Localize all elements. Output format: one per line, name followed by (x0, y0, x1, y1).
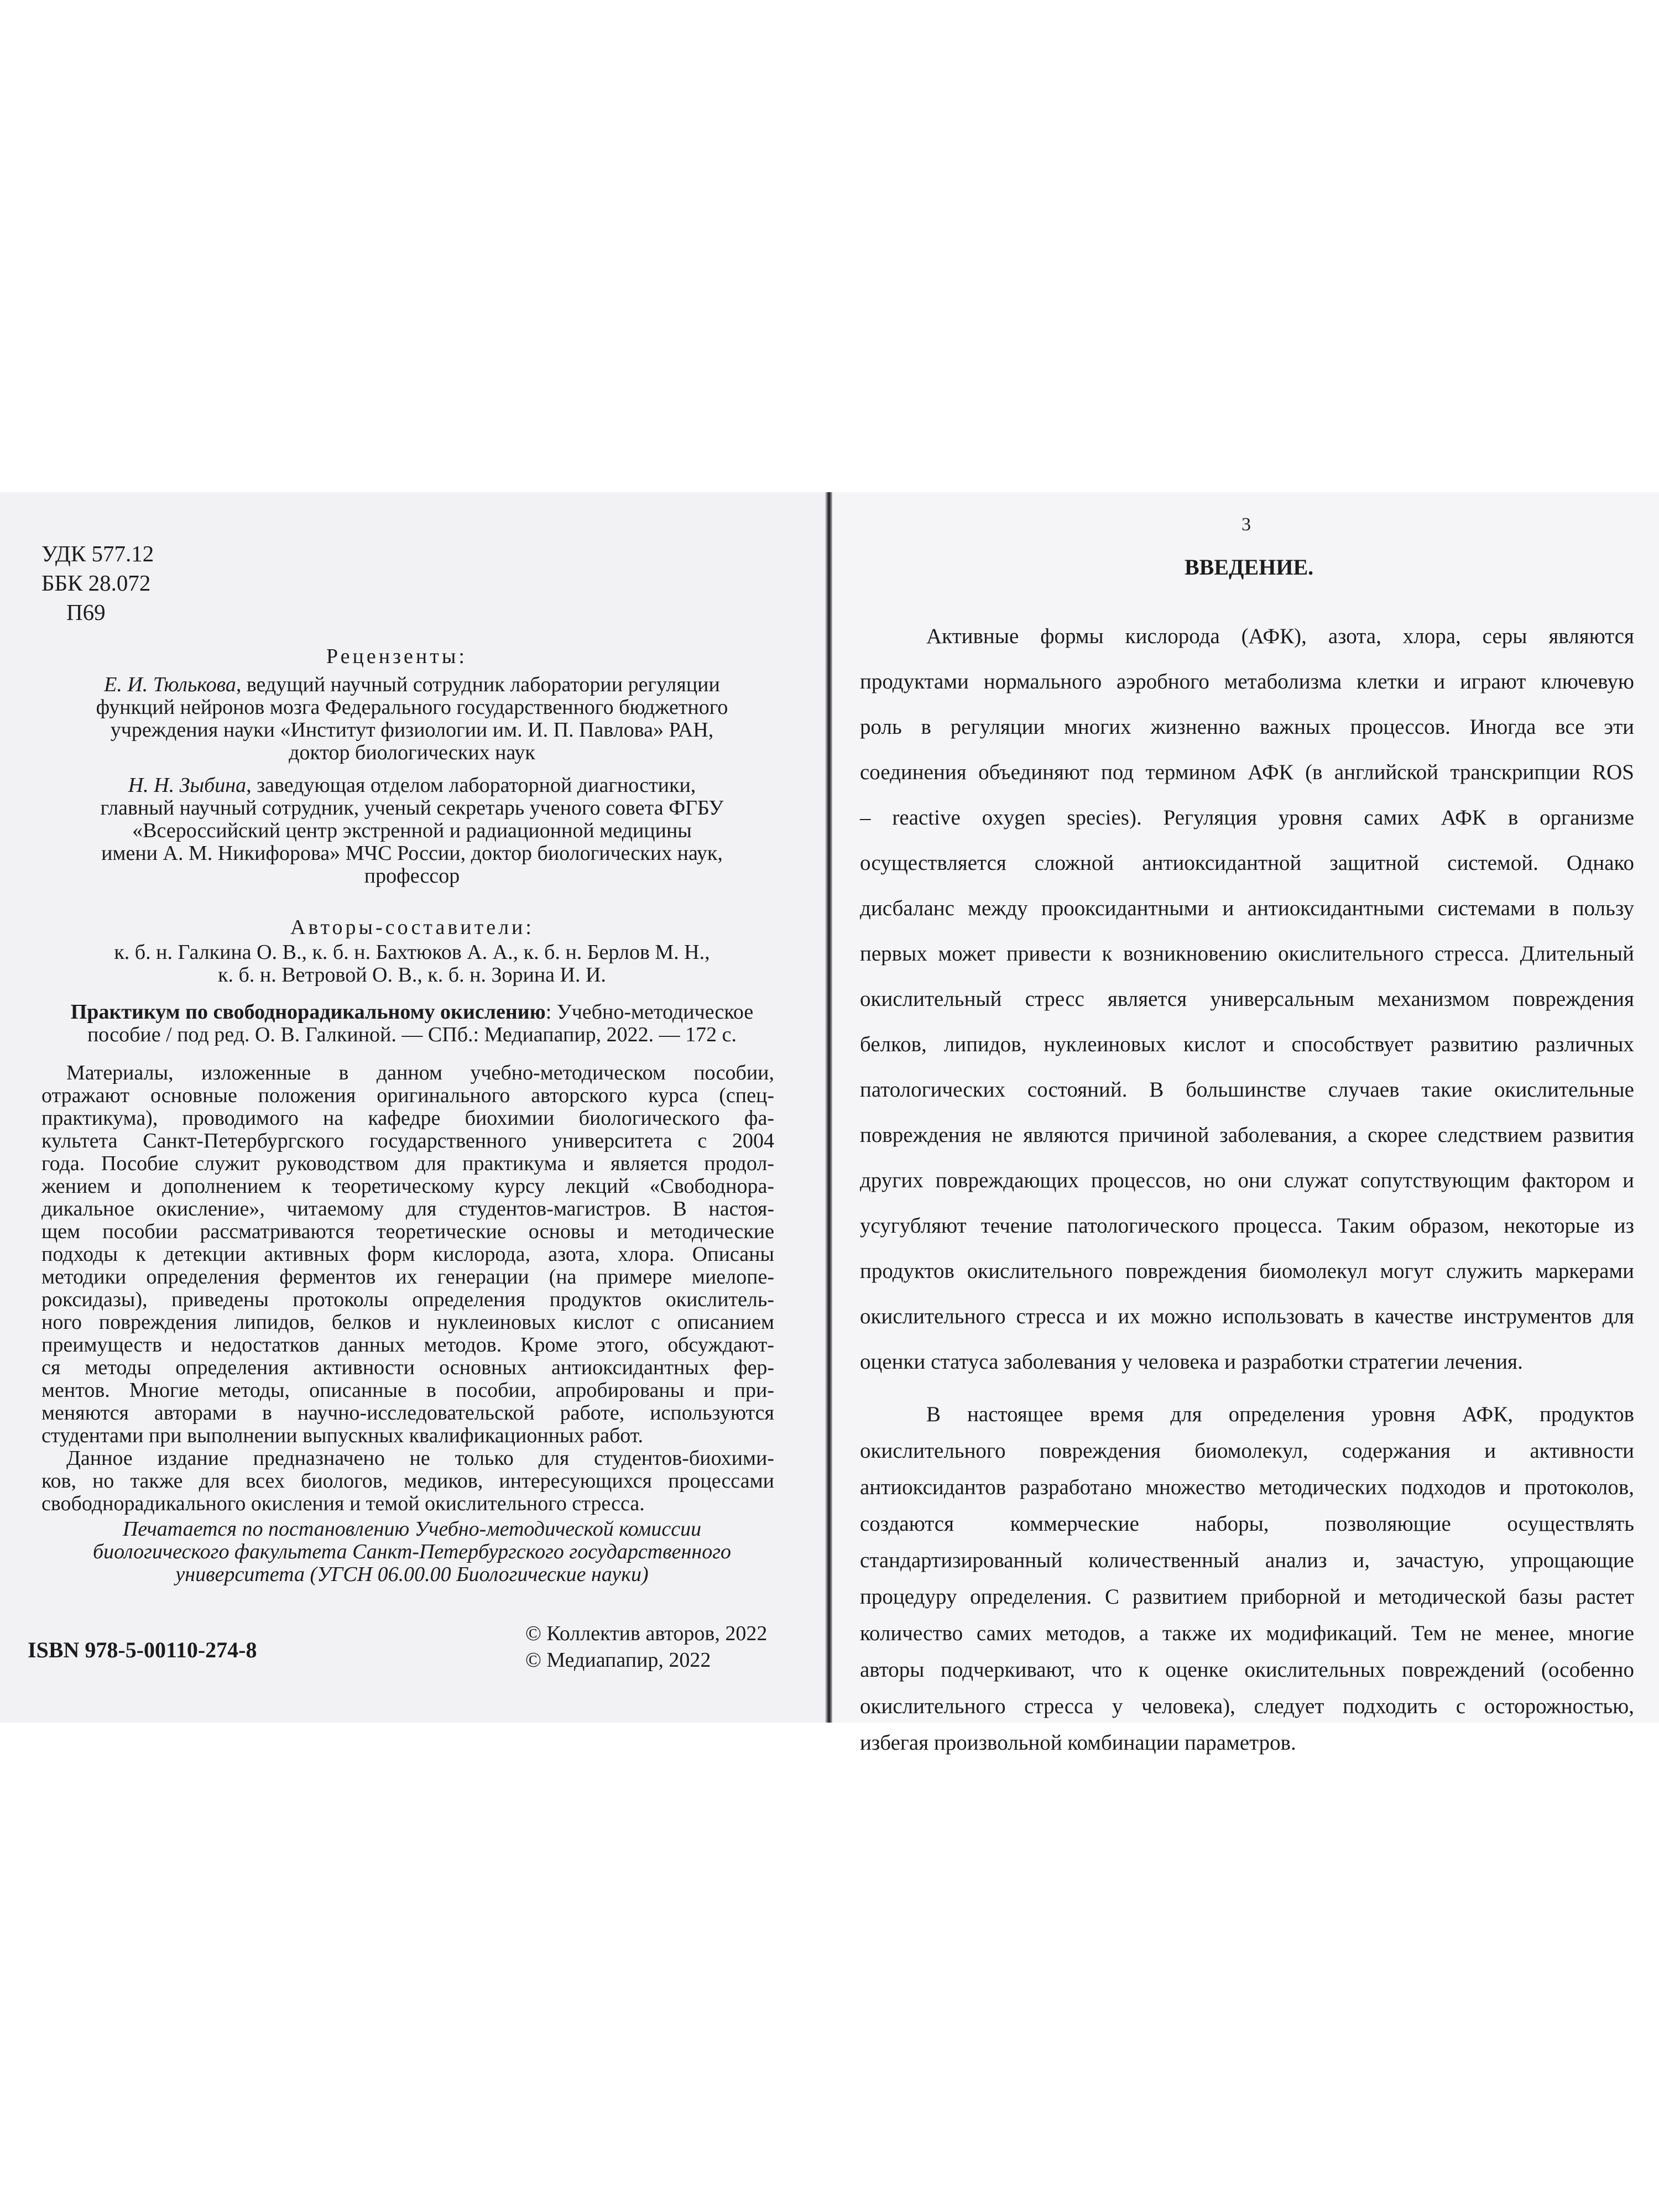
abstract-line: практикума), проводимого на кафедре биохимии биологического фа- (41, 1107, 774, 1130)
abstract-line: ся методы определения активности основных антиоксидантных фер- (41, 1356, 774, 1379)
abstract-line: отражают основные положения оригинального авторского курса (спец- (41, 1084, 774, 1107)
author-mark: П69 (66, 599, 106, 625)
paragraph-line: окислительного стресса и их можно использовать в качестве инструментов для (860, 1305, 1634, 1328)
classification-codes (41, 539, 154, 627)
left-page (0, 492, 827, 1723)
isbn: ISBN 978-5-00110-274-8 (28, 1637, 257, 1662)
reviewer-2-line: «Всероссийский центр экстренной и радиационной медицины (132, 819, 692, 842)
abstract-line: методики определения ферментов их генерации (на примере миелопе- (41, 1265, 774, 1288)
abstract-line: ного повреждения липидов, белков и нуклеиновых кислот с описанием (41, 1311, 774, 1334)
paragraph-line: антиоксидантов разработано множество методических подходов и протоколов, (860, 1475, 1634, 1499)
publication-note-line: университета (УГСН 06.00.00 Биологические науки) (175, 1563, 649, 1586)
paragraph-line: первых может привести к возникновению окислительного стресса. Длительный (860, 942, 1634, 966)
abstract-line: Данное издание предназначено не только для студентов-биохими- (66, 1447, 774, 1470)
paragraph-line: окислительный стресс является универсальным механизмом повреждения (860, 987, 1634, 1011)
reviewer-1 (47, 674, 777, 764)
book-spread (0, 492, 1659, 1755)
paragraph-line: патологических состояний. В большинстве случаев такие окислительные (860, 1078, 1634, 1102)
paragraph-line: продуктов окислительного повреждения биомолекул могут служить маркерами (860, 1259, 1634, 1283)
intro-paragraph-2 (860, 1396, 1634, 1761)
reviewer-2 (47, 774, 777, 888)
reviewer-2-line: главный научный сотрудник, ученый секретарь ученого совета ФГБУ (100, 796, 724, 820)
abstract-line: года. Пособие служит руководством для практикума и является продол- (41, 1152, 774, 1175)
abstract-line: ков, но также для всех биологов, медиков, интересующихся процессами (41, 1469, 774, 1493)
udc-code: УДК 577.12 (41, 541, 154, 566)
copyright (525, 1620, 767, 1673)
paragraph-line: усугубляют течение патологического процесса. Таким образом, некоторые из (860, 1214, 1634, 1238)
citation-line: пособие / под ред. О. В. Галкиной. — СПб.: Медиапапир, 2022. — 172 с. (87, 1023, 737, 1046)
section-title: ВВЕДЕНИЕ. (1185, 555, 1314, 580)
authors-line: к. б. н. Галкина О. В., к. б. н. Бахтюков А. А., к. б. н. Берлов М. Н., (114, 941, 710, 964)
authors-line: к. б. н. Ветровой О. В., к. б. н. Зорина И. И. (218, 963, 606, 987)
publication-note-line: биологического факультета Санкт-Петербургского государственного (92, 1540, 732, 1563)
paragraph-line: белков, липидов, нуклеиновых кислот и способствует развитию различных (860, 1032, 1634, 1056)
reviewer-2-line: Н. Н. Зыбина, заведующая отделом лабораторной диагностики, (128, 774, 696, 797)
abstract-line: Материалы, изложенные в данном учебно-методическом пособии, (66, 1061, 774, 1084)
paragraph-line: создаются коммерческие наборы, позволяющие осуществлять (860, 1512, 1634, 1536)
reviewer-1-line: функций нейронов мозга Федерального государственного бюджетного (96, 696, 728, 719)
reviewer-2-line: имени А. М. Никифорова» МЧС России, доктор биологических наук, (101, 842, 723, 865)
paragraph-line: избегая произвольной комбинации параметров. (860, 1731, 1296, 1755)
reviewer-1-line: доктор биологических наук (289, 741, 535, 764)
reviewer-1-line: учреждения науки «Институт физиологии им. И. П. Павлова» РАН, (110, 718, 714, 742)
paragraph-line: осуществляется сложной антиоксидантной защитной системой. Однако (860, 851, 1634, 875)
abstract-line: ментов. Многие методы, описанные в пособии, апробированы и при- (41, 1379, 774, 1402)
abstract-line: студентами при выполнении выпускных квалификационных работ. (41, 1424, 644, 1447)
book-spine-gutter (825, 492, 833, 1723)
citation-line: Практикум по свободнорадикальному окислению: Учебно-методическое (70, 1000, 754, 1024)
copyright-line: © Коллектив авторов, 2022 (525, 1622, 768, 1645)
paragraph-line: процедуру определения. С развитием приборной и методической базы растет (860, 1585, 1634, 1609)
paragraph-line: роль в регуляции многих жизненно важных процессов. Иногда все эти (860, 715, 1634, 739)
page-number: 3 (1241, 514, 1251, 535)
paragraph-line: оценки статуса заболевания у человека и разработки стратегии лечения. (860, 1350, 1523, 1374)
abstract-line: культета Санкт-Петербургского государственного университета с 2004 (41, 1129, 774, 1152)
abstract-line: меняются авторами в научно-исследовательской работе, используются (41, 1401, 774, 1425)
paragraph-line: соединения объединяют под термином АФК (в английской транскрипции ROS (860, 760, 1634, 784)
paragraph-line: других повреждающих процессов, но они служат сопутствующим фактором и (860, 1168, 1634, 1192)
authors-heading: Авторы-составители: (290, 916, 534, 939)
abstract-line: подходы к детекции активных форм кислорода, азота, хлора. Описаны (41, 1243, 774, 1266)
abstract-line: роксидазы), приведены протоколы определения продуктов окислитель- (41, 1288, 774, 1311)
paragraph-line: продуктами нормального аэробного метаболизма клетки и играют ключевую (860, 670, 1634, 693)
abstract-line: жением и дополнением к теоретическому курсу лекций «Свободнора- (41, 1175, 774, 1198)
intro-paragraph-1 (860, 614, 1634, 1385)
citation (39, 1001, 785, 1046)
reviewer-2-line: профессор (364, 864, 460, 888)
abstract (41, 1062, 774, 1515)
bbk-code: ББК 28.072 (41, 570, 151, 596)
paragraph-line: стандартизированный количественный анализ и, зачастую, упрощающие (860, 1548, 1634, 1572)
copyright-line: © Медиапапир, 2022 (525, 1648, 711, 1672)
paragraph-line: окислительного повреждения биомолекул, содержания и активности (860, 1439, 1634, 1463)
abstract-line: дикальное окисление», читаемому для студентов-магистров. В настоя- (41, 1197, 774, 1220)
publication-note (44, 1518, 780, 1586)
abstract-line: преимуществ и недостатков данных методов. Кроме этого, обсуждают- (41, 1333, 774, 1357)
reviewers-heading: Рецензенты: (326, 645, 467, 668)
reviewer-1-line: Е. И. Тюлькова, ведущий научный сотрудник лаборатории регуляции (104, 673, 720, 696)
paragraph-line: окислительного стресса у человека), следует подходить с осторожностью, (860, 1694, 1634, 1718)
abstract-line: щем пособии рассматриваются теоретические основы и методические (41, 1220, 774, 1243)
paragraph-line: Активные формы кислорода (АФК), азота, хлора, серы являются (926, 624, 1634, 648)
publication-note-line: Печатается по постановлению Учебно-методической комиссии (122, 1517, 702, 1541)
paragraph-line: авторы подчеркивают, что к оценке окислительных повреждений (особенно (860, 1658, 1634, 1682)
paragraph-line: количество самих методов, а также их модификаций. Тем не менее, многие (860, 1621, 1634, 1645)
paragraph-line: дисбаланс между прооксидантными и антиоксидантными системами в пользу (860, 896, 1634, 920)
paragraph-line: – reactive oxygen species). Регуляция уровня самих АФК в организме (860, 806, 1634, 830)
paragraph-line: В настоящее время для определения уровня АФК, продуктов (926, 1402, 1634, 1426)
abstract-line: свободнорадикального окисления и темой окислительного стресса. (41, 1492, 645, 1515)
authors-list (41, 941, 782, 987)
paragraph-line: повреждения не являются причиной заболевания, а скорее следствием развития (860, 1123, 1634, 1147)
